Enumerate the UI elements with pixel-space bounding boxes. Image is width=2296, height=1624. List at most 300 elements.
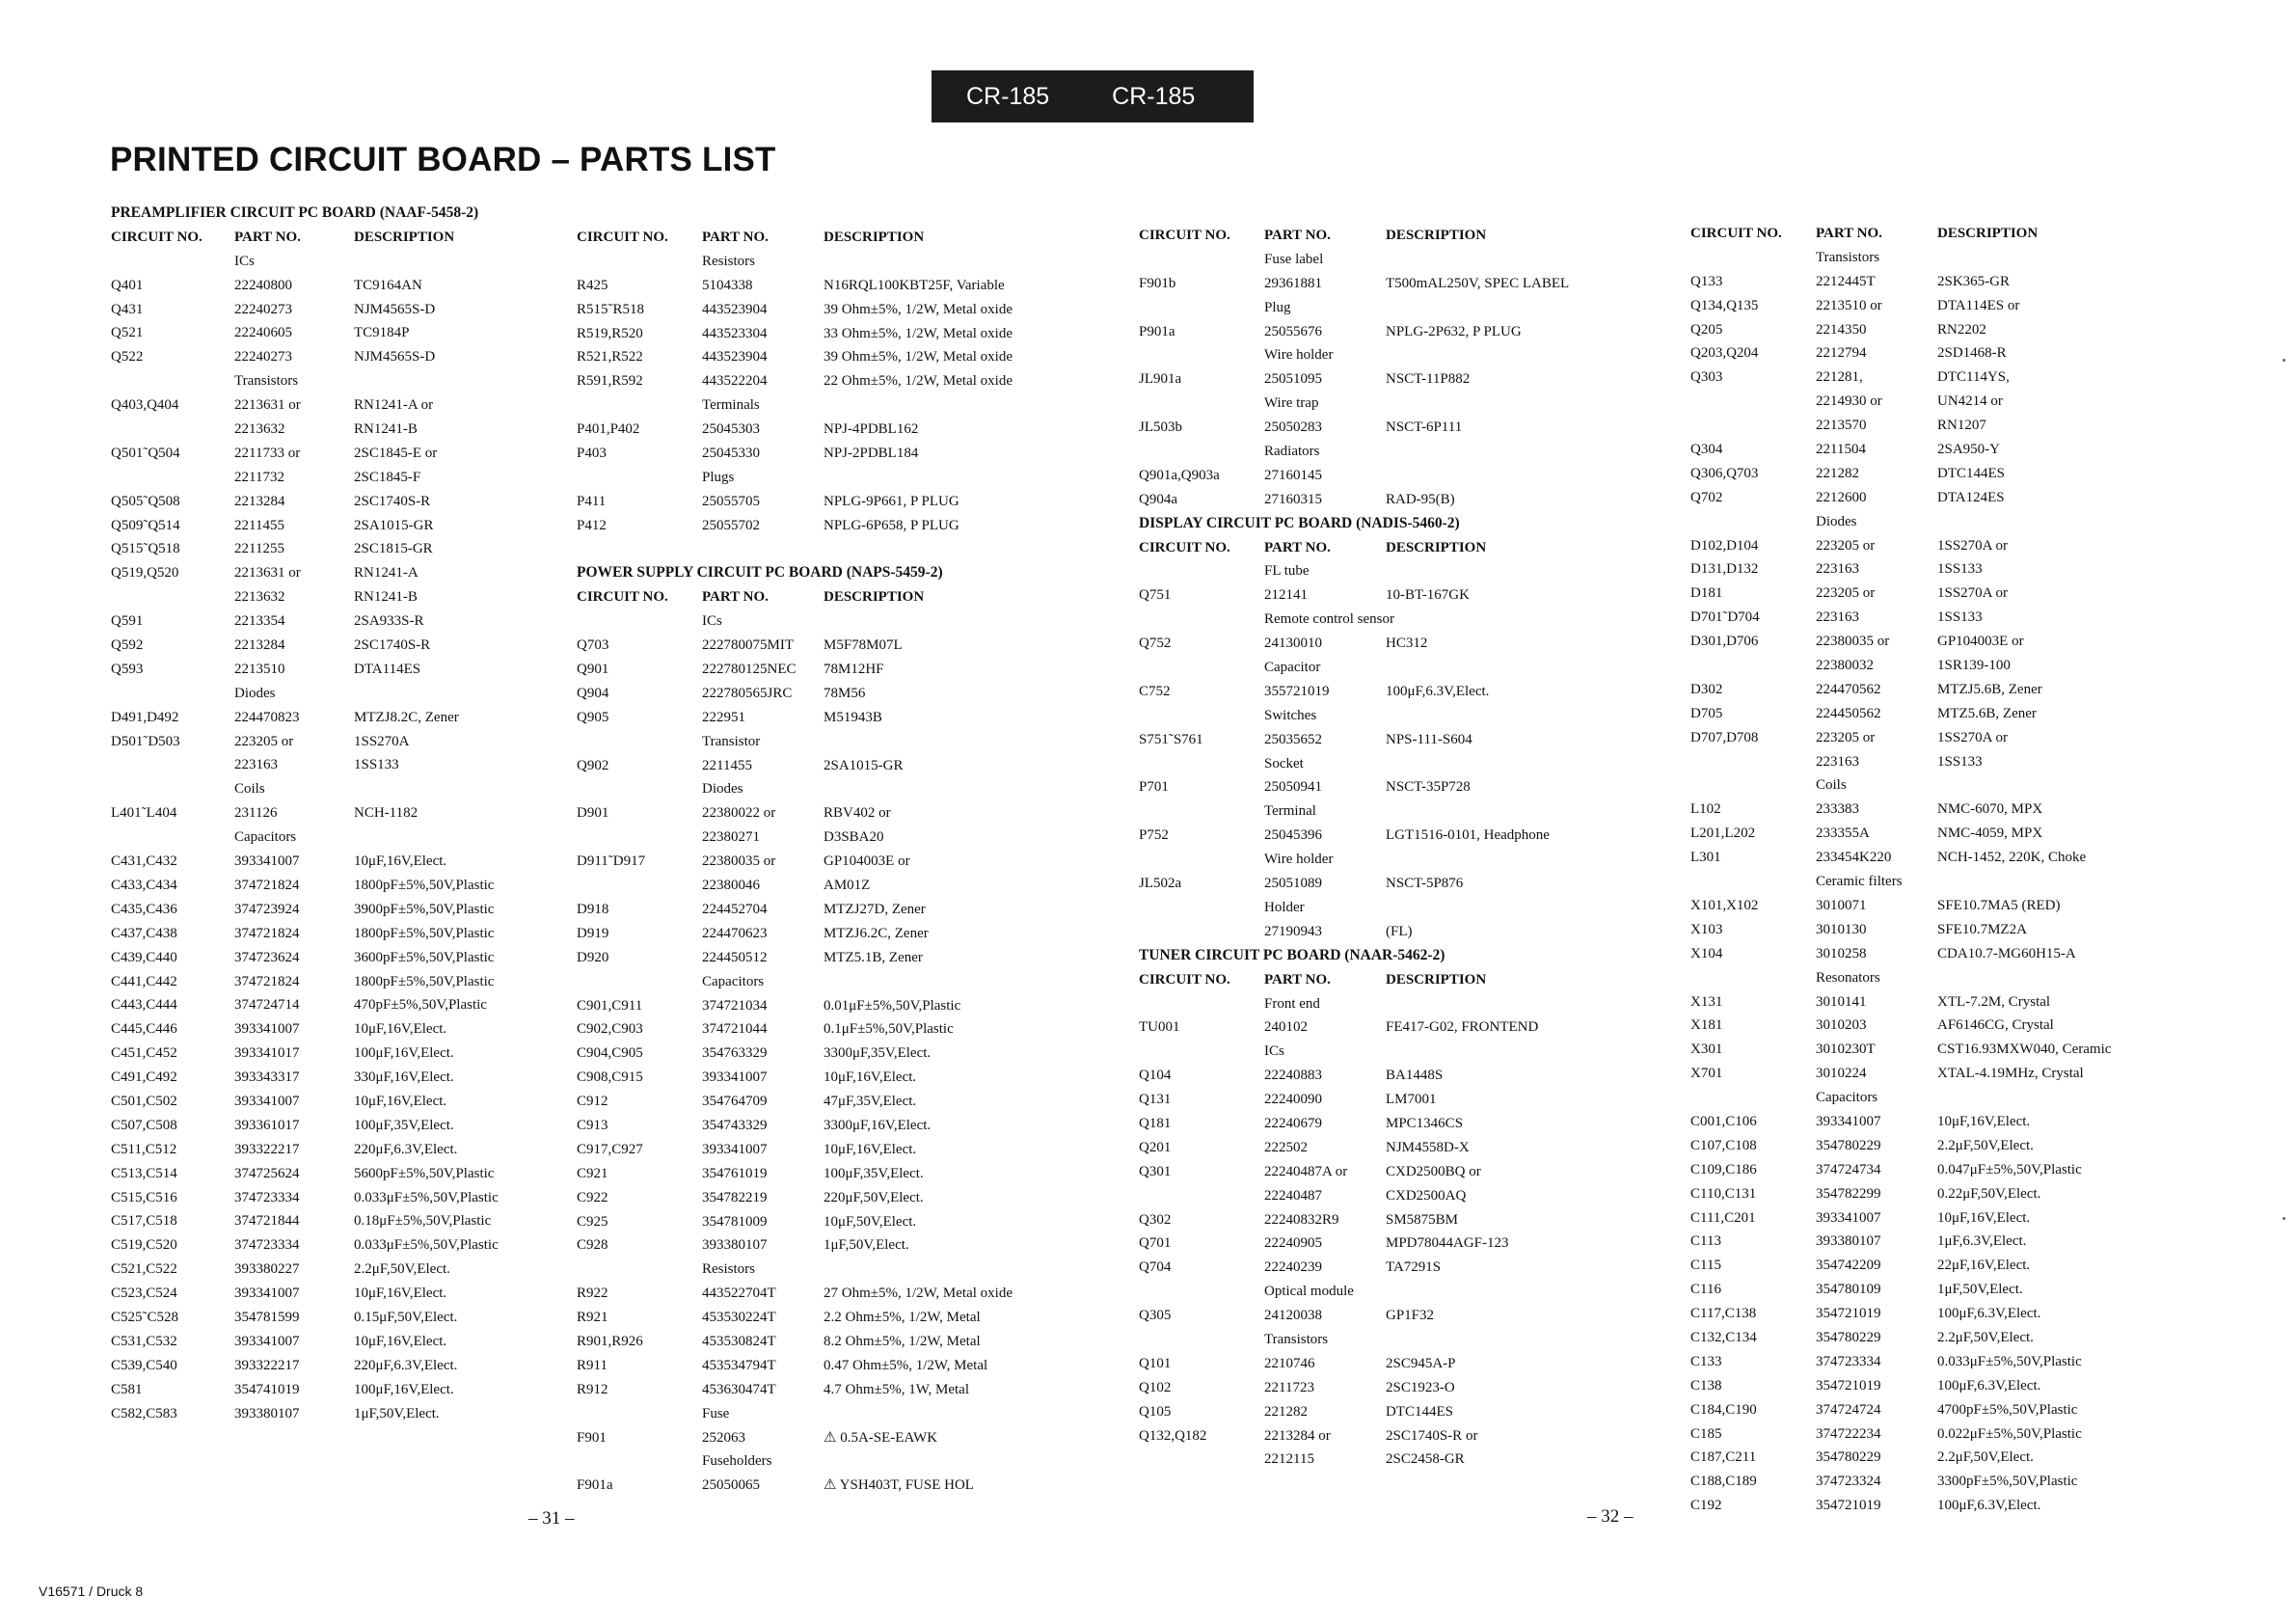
table-row bbox=[1690, 630, 2269, 654]
part-no: 2214350 bbox=[1816, 321, 1867, 338]
table-row bbox=[111, 1066, 564, 1090]
description: 4.7 Ohm±5%, 1W, Metal bbox=[824, 1381, 969, 1397]
circuit-no: D131,D132 bbox=[1690, 561, 1759, 578]
description: HC312 bbox=[1386, 636, 1428, 652]
part-no: 24130010 bbox=[1264, 636, 1322, 652]
part-no: 393341007 bbox=[1816, 1209, 1881, 1226]
circuit-no: D701˜D704 bbox=[1690, 609, 1760, 626]
circuit-no: Q101 bbox=[1139, 1355, 1172, 1371]
column-headers bbox=[1139, 968, 1679, 992]
part-no: Fuse label bbox=[1264, 251, 1324, 267]
description: 0.033μF±5%,50V,Plastic bbox=[1937, 1353, 2082, 1369]
circuit-no: JL503b bbox=[1139, 420, 1182, 436]
table-row bbox=[1690, 534, 2269, 558]
part-no: 2211255 bbox=[234, 541, 284, 557]
part-no: 223163 bbox=[1816, 753, 1859, 770]
part-no: 374721034 bbox=[702, 997, 768, 1014]
circuit-no: D707,D708 bbox=[1690, 729, 1759, 745]
table-row bbox=[111, 321, 564, 345]
table-row bbox=[1139, 1448, 1679, 1472]
table-row bbox=[111, 1209, 564, 1233]
circuit-no: C912 bbox=[577, 1094, 608, 1110]
table-row bbox=[111, 250, 564, 274]
circuit-no: Q201 bbox=[1139, 1139, 1172, 1155]
circuit-no: C925 bbox=[577, 1213, 608, 1230]
table-row bbox=[1690, 1422, 2269, 1447]
circuit-no: C187,C211 bbox=[1690, 1449, 1757, 1466]
part-no: 22240090 bbox=[1264, 1092, 1322, 1108]
circuit-no: R519,R520 bbox=[577, 325, 643, 341]
description: 10μF,50V,Elect. bbox=[824, 1213, 917, 1230]
part-no: 354761019 bbox=[702, 1165, 768, 1181]
part-no: 223163 bbox=[1816, 561, 1859, 578]
part-no: 2213354 bbox=[234, 613, 285, 630]
table-row bbox=[577, 826, 1117, 850]
description: 3300μF,35V,Elect. bbox=[824, 1045, 932, 1062]
table-row bbox=[111, 993, 564, 1017]
description: 2SA1015-GR bbox=[354, 517, 434, 533]
description: CXD2500BQ or bbox=[1386, 1163, 1481, 1179]
table-row bbox=[1139, 752, 1679, 776]
table-row bbox=[1139, 320, 1679, 344]
table-row bbox=[111, 490, 564, 514]
description: MTZ5.1B, Zener bbox=[824, 949, 923, 965]
description: CDA10.7-MG60H15-A bbox=[1937, 945, 2076, 961]
circuit-no: C115 bbox=[1690, 1258, 1721, 1274]
column-headers bbox=[577, 226, 1117, 250]
table-row bbox=[1690, 294, 2269, 318]
table-row bbox=[577, 1090, 1117, 1114]
part-no: 393341007 bbox=[702, 1141, 768, 1157]
table-row bbox=[1690, 1062, 2269, 1086]
circuit-no: C138 bbox=[1690, 1377, 1722, 1394]
part-no: 2212115 bbox=[1264, 1451, 1314, 1468]
table-row bbox=[577, 1378, 1117, 1402]
description: RN1241-B bbox=[354, 421, 418, 438]
part-no: 374723334 bbox=[234, 1189, 300, 1205]
circuit-no: Q306,Q703 bbox=[1690, 465, 1759, 481]
table-row bbox=[1690, 1014, 2269, 1038]
description: 10-BT-167GK bbox=[1386, 587, 1470, 604]
part-no: Resonators bbox=[1816, 969, 1880, 986]
description: NJM4565S-D bbox=[354, 349, 436, 365]
description: 470pF±5%,50V,Plastic bbox=[354, 997, 487, 1014]
part-no: 25050941 bbox=[1264, 779, 1322, 796]
description: 1μF,50V,Elect. bbox=[824, 1237, 909, 1254]
part-no: 25055702 bbox=[702, 517, 760, 533]
table-row bbox=[577, 658, 1117, 682]
part-no: 2213632 bbox=[234, 589, 285, 606]
circuit-no: Q593 bbox=[111, 661, 144, 677]
circuit-no: C188,C189 bbox=[1690, 1474, 1757, 1490]
description: D3SBA20 bbox=[824, 829, 884, 846]
circuit-no: Q901a,Q903a bbox=[1139, 467, 1220, 483]
column-headers bbox=[111, 226, 564, 250]
part-no: Optical module bbox=[1264, 1284, 1354, 1300]
part-no: Capacitor bbox=[1264, 660, 1321, 676]
table-row bbox=[1139, 1064, 1679, 1088]
description: 2SK365-GR bbox=[1937, 273, 2011, 289]
description: T500mAL250V, SPEC LABEL bbox=[1386, 275, 1570, 291]
table-row bbox=[111, 1114, 564, 1138]
description: N16RQL100KBT25F, Variable bbox=[824, 277, 1005, 293]
table-row bbox=[1690, 942, 2269, 966]
part-no: 374721844 bbox=[234, 1213, 300, 1230]
circuit-no: L401˜L404 bbox=[111, 805, 177, 822]
table-row bbox=[111, 1186, 564, 1210]
column-headers bbox=[1139, 224, 1679, 248]
description: SM5875BM bbox=[1386, 1211, 1459, 1228]
board-heading: PREAMPLIFIER CIRCUIT PC BOARD (NAAF-5458-2) bbox=[111, 204, 479, 221]
circuit-no: Q401 bbox=[111, 277, 144, 293]
part-no: Transistor bbox=[702, 733, 761, 749]
circuit-no: R911 bbox=[577, 1357, 608, 1373]
table-row bbox=[577, 1114, 1117, 1138]
part-no: 2212794 bbox=[1816, 345, 1867, 362]
table-row bbox=[1690, 341, 2269, 365]
table-row bbox=[111, 801, 564, 826]
part-no: 22240273 bbox=[234, 349, 292, 365]
circuit-no: Q305 bbox=[1139, 1308, 1172, 1324]
table-row bbox=[111, 1354, 564, 1378]
description: 10μF,16V,Elect. bbox=[354, 1021, 447, 1038]
circuit-no: R901,R926 bbox=[577, 1333, 643, 1349]
circuit-header: CIRCUIT NO. bbox=[577, 589, 668, 606]
circuit-no: R922 bbox=[577, 1286, 608, 1302]
circuit-no: P752 bbox=[1139, 827, 1169, 844]
circuit-no: C111,C201 bbox=[1690, 1209, 1756, 1226]
part-no: FL tube bbox=[1264, 563, 1310, 580]
part-no: 2213632 bbox=[234, 421, 285, 438]
part-no: 2211733 or bbox=[234, 445, 301, 461]
part-no: 3010258 bbox=[1816, 945, 1867, 961]
table-row bbox=[111, 634, 564, 658]
part-no: 22240832R9 bbox=[1264, 1211, 1339, 1228]
table-row bbox=[1690, 1038, 2269, 1062]
description: 2SC1740S-R bbox=[354, 493, 431, 509]
part-no: Capacitors bbox=[234, 829, 297, 846]
part-no: Terminals bbox=[702, 397, 760, 414]
description: RN2202 bbox=[1937, 321, 1986, 338]
table-row bbox=[1139, 1136, 1679, 1160]
part-no: 2213631 or bbox=[234, 397, 301, 414]
part-no: 354721019 bbox=[1816, 1377, 1881, 1394]
description: 0.1μF±5%,50V,Plastic bbox=[824, 1021, 954, 1038]
description: SFE10.7MA5 (RED) bbox=[1937, 897, 2061, 913]
description: DTA114ES or bbox=[1937, 297, 2020, 313]
part-no: 453530824T bbox=[702, 1333, 776, 1349]
description: MPD78044AGF-123 bbox=[1386, 1235, 1509, 1252]
circuit-no: C133 bbox=[1690, 1353, 1722, 1369]
table-row bbox=[577, 1066, 1117, 1090]
circuit-no: C501,C502 bbox=[111, 1093, 177, 1109]
part-no: 393341007 bbox=[234, 1021, 300, 1038]
table-row bbox=[577, 1186, 1117, 1210]
description: 2SC2458-GR bbox=[1386, 1451, 1465, 1468]
description: 2.2μF,50V,Elect. bbox=[1937, 1449, 2034, 1466]
table-row bbox=[1690, 246, 2269, 270]
part-no: Coils bbox=[234, 781, 265, 798]
part-no: 374721824 bbox=[234, 973, 300, 989]
part-no: 233355A bbox=[1816, 826, 1870, 842]
circuit-no: D918 bbox=[577, 901, 609, 917]
table-row bbox=[1139, 392, 1679, 416]
description: SFE10.7MZ2A bbox=[1937, 921, 2027, 937]
part-no: 3010230T bbox=[1816, 1042, 1876, 1058]
table-row bbox=[1690, 1086, 2269, 1110]
circuit-no: C922 bbox=[577, 1189, 608, 1205]
part-no: Remote control sensor bbox=[1264, 611, 1394, 628]
circuit-no: L201,L202 bbox=[1690, 826, 1756, 842]
table-row bbox=[1690, 318, 2269, 342]
table-row bbox=[1690, 606, 2269, 630]
part-no: 22380046 bbox=[702, 878, 760, 894]
circuit-no: L102 bbox=[1690, 801, 1721, 818]
circuit-no: C511,C512 bbox=[111, 1141, 177, 1157]
table-row bbox=[577, 777, 1117, 801]
table-row bbox=[111, 1162, 564, 1186]
board-heading: POWER SUPPLY CIRCUIT PC BOARD (NAPS-5459-2) bbox=[577, 564, 943, 582]
part-no: Capacitors bbox=[1816, 1090, 1878, 1106]
table-row bbox=[1690, 1110, 2269, 1134]
description: 2SA933S-R bbox=[354, 613, 424, 630]
part-no: 222780565JRC bbox=[702, 685, 793, 701]
description: 1SS270A or bbox=[1937, 537, 2008, 554]
circuit-no: Q703 bbox=[577, 637, 609, 654]
circuit-no: Q205 bbox=[1690, 321, 1723, 338]
description: DTC144ES bbox=[1386, 1403, 1454, 1420]
description: TC9184P bbox=[354, 325, 410, 341]
part-no: 221281, bbox=[1816, 369, 1863, 386]
table-row bbox=[577, 1233, 1117, 1258]
description: 0.18μF±5%,50V,Plastic bbox=[354, 1213, 492, 1230]
description: UN4214 or bbox=[1937, 393, 2003, 410]
circuit-no: D491,D492 bbox=[111, 709, 179, 725]
circuit-no: Q752 bbox=[1139, 636, 1172, 652]
part-no: Coils bbox=[1816, 777, 1847, 794]
table-row bbox=[1690, 414, 2269, 438]
table-row bbox=[1690, 894, 2269, 918]
part-no: 354742209 bbox=[1816, 1258, 1881, 1274]
circuit-no: C110,C131 bbox=[1690, 1185, 1757, 1202]
circuit-no: C582,C583 bbox=[111, 1405, 177, 1421]
table-row bbox=[111, 1402, 564, 1426]
description: 1SS133 bbox=[354, 757, 399, 773]
part-no: 374721824 bbox=[234, 925, 300, 941]
table-row bbox=[1690, 1182, 2269, 1206]
table-row bbox=[1139, 1015, 1679, 1040]
scan-mark bbox=[2282, 359, 2285, 362]
table-row bbox=[111, 585, 564, 609]
circuit-header: CIRCUIT NO. bbox=[111, 229, 203, 245]
circuit-no: Q515˜Q518 bbox=[111, 541, 180, 557]
table-row bbox=[111, 418, 564, 442]
circuit-no: Q403,Q404 bbox=[111, 397, 179, 414]
table-row bbox=[1690, 846, 2269, 870]
model-label-right: CR-185 bbox=[1112, 82, 1196, 110]
description: RN1241-A or bbox=[354, 397, 434, 414]
circuit-no: L301 bbox=[1690, 850, 1721, 866]
part-no: 2213510 bbox=[234, 661, 285, 677]
table-row bbox=[577, 1042, 1117, 1066]
part-no: Radiators bbox=[1264, 444, 1320, 460]
circuit-no: Q104 bbox=[1139, 1068, 1172, 1084]
table-row bbox=[577, 1330, 1117, 1354]
description: NMC-6070, MPX bbox=[1937, 801, 2043, 818]
part-no: 3010141 bbox=[1816, 993, 1867, 1010]
table-row bbox=[111, 753, 564, 777]
circuit-no: C443,C444 bbox=[111, 997, 177, 1014]
circuit-no: C451,C452 bbox=[111, 1045, 177, 1062]
table-row bbox=[1690, 1446, 2269, 1470]
circuit-no: F901a bbox=[577, 1477, 613, 1494]
table-row bbox=[1690, 1254, 2269, 1278]
description: TA7291S bbox=[1386, 1259, 1442, 1276]
circuit-no: Q905 bbox=[577, 709, 609, 725]
table-row bbox=[1690, 726, 2269, 750]
part-no: 5104338 bbox=[702, 277, 753, 293]
table-row bbox=[1139, 272, 1679, 296]
table-row bbox=[577, 1017, 1117, 1042]
part-no: Front end bbox=[1264, 995, 1320, 1012]
part-header: PART NO. bbox=[1264, 539, 1331, 555]
circuit-no: R515˜R518 bbox=[577, 301, 645, 317]
part-no: Ceramic filters bbox=[1816, 874, 1903, 890]
part-no: 354764709 bbox=[702, 1094, 768, 1110]
circuit-no: D901 bbox=[577, 805, 609, 822]
circuit-no: C531,C532 bbox=[111, 1333, 177, 1349]
part-no: 393343317 bbox=[234, 1069, 300, 1086]
circuit-no: C902,C903 bbox=[577, 1021, 643, 1038]
description: MTZJ27D, Zener bbox=[824, 901, 926, 917]
table-row bbox=[1139, 632, 1679, 656]
description: NSCT-35P728 bbox=[1386, 779, 1471, 796]
part-no: 393341007 bbox=[234, 853, 300, 870]
table-row bbox=[1690, 557, 2269, 582]
part-no: 25055705 bbox=[702, 493, 760, 509]
part-no: 3010224 bbox=[1816, 1066, 1867, 1082]
table-row bbox=[1690, 966, 2269, 990]
description: 33 Ohm±5%, 1/2W, Metal oxide bbox=[824, 325, 1013, 341]
circuit-no: C435,C436 bbox=[111, 901, 177, 917]
description: NCH-1452, 220K, Choke bbox=[1937, 850, 2087, 866]
part-no: 3010203 bbox=[1816, 1017, 1867, 1034]
table-row bbox=[1139, 416, 1679, 440]
footer-code: V16571 / Druck 8 bbox=[39, 1583, 144, 1599]
table-row bbox=[1139, 704, 1679, 728]
table-row bbox=[111, 706, 564, 730]
description: 2SC1815-GR bbox=[354, 541, 433, 557]
table-row bbox=[577, 970, 1117, 994]
description: 2.2μF,50V,Elect. bbox=[1937, 1329, 2034, 1345]
description: NSCT-6P111 bbox=[1386, 420, 1463, 436]
part-no: 374723924 bbox=[234, 901, 300, 917]
part-no: Switches bbox=[1264, 707, 1317, 723]
description: 2SC945A-P bbox=[1386, 1355, 1456, 1371]
part-no: 374721824 bbox=[234, 877, 300, 893]
circuit-no: X131 bbox=[1690, 993, 1723, 1010]
part-no: 27160315 bbox=[1264, 491, 1322, 507]
table-row bbox=[1139, 1376, 1679, 1400]
description: RN1241-A bbox=[354, 565, 419, 582]
table-row bbox=[1139, 248, 1679, 272]
circuit-no: D181 bbox=[1690, 585, 1723, 602]
part-no: 354741019 bbox=[234, 1381, 300, 1397]
circuit-no: X103 bbox=[1690, 921, 1723, 937]
part-no: 354743329 bbox=[702, 1117, 768, 1133]
circuit-no: Q105 bbox=[1139, 1403, 1172, 1420]
part-no: Transistors bbox=[1816, 249, 1880, 265]
part-no: 354721019 bbox=[1816, 1498, 1881, 1514]
circuit-no: X701 bbox=[1690, 1066, 1723, 1082]
table-row bbox=[577, 898, 1117, 922]
table-row bbox=[577, 1306, 1117, 1330]
part-no: 22380035 or bbox=[702, 853, 776, 870]
part-no: 240102 bbox=[1264, 1019, 1308, 1036]
description: 10μF,16V,Elect. bbox=[824, 1069, 917, 1086]
description: ⚠ 0.5A-SE-EAWK bbox=[824, 1429, 938, 1446]
circuit-no: R912 bbox=[577, 1381, 608, 1397]
circuit-no: Q501˜Q504 bbox=[111, 445, 180, 461]
description: 3900pF±5%,50V,Plastic bbox=[354, 901, 495, 917]
description: NCH-1182 bbox=[354, 805, 419, 822]
part-no: 393380107 bbox=[234, 1405, 300, 1421]
circuit-no: C507,C508 bbox=[111, 1117, 177, 1133]
description: 100μF,35V,Elect. bbox=[354, 1117, 454, 1133]
circuit-no: Q901 bbox=[577, 662, 609, 678]
part-no: 354780229 bbox=[1816, 1137, 1881, 1153]
description: GP104003E or bbox=[824, 853, 910, 870]
circuit-no: C491,C492 bbox=[111, 1069, 177, 1086]
description: 0.033μF±5%,50V,Plastic bbox=[354, 1237, 499, 1254]
circuit-no: C517,C518 bbox=[111, 1213, 177, 1230]
circuit-no: C928 bbox=[577, 1237, 608, 1254]
part-no: 393380107 bbox=[702, 1237, 768, 1254]
circuit-no: P412 bbox=[577, 517, 607, 533]
description: DTC144ES bbox=[1937, 465, 2006, 481]
table-row bbox=[1690, 1374, 2269, 1398]
description: DTA124ES bbox=[1937, 489, 2005, 505]
part-no: 393380107 bbox=[1816, 1233, 1881, 1250]
part-no: 2213570 bbox=[1816, 418, 1867, 434]
description: 10μF,16V,Elect. bbox=[824, 1141, 917, 1157]
part-no: 443523904 bbox=[702, 349, 768, 365]
description: NSCT-5P876 bbox=[1386, 876, 1464, 892]
table-row bbox=[1139, 1424, 1679, 1448]
part-no: Resistors bbox=[702, 1261, 756, 1278]
scan-mark bbox=[2282, 1217, 2285, 1220]
circuit-no: C513,C514 bbox=[111, 1165, 177, 1181]
description: 78M56 bbox=[824, 685, 866, 701]
part-no: 22240883 bbox=[1264, 1068, 1322, 1084]
part-no: ICs bbox=[234, 253, 255, 269]
description: NPLG-2P632, P PLUG bbox=[1386, 323, 1522, 339]
part-no: 374721044 bbox=[702, 1021, 768, 1038]
circuit-no: C437,C438 bbox=[111, 925, 177, 941]
description: 10μF,16V,Elect. bbox=[1937, 1113, 2031, 1129]
description: GP1F32 bbox=[1386, 1308, 1435, 1324]
description: 3300μF,16V,Elect. bbox=[824, 1117, 932, 1133]
description: 1μF,50V,Elect. bbox=[354, 1405, 440, 1421]
table-row bbox=[577, 418, 1117, 442]
part-no: 25051089 bbox=[1264, 876, 1322, 892]
description: NPLG-6P658, P PLUG bbox=[824, 517, 959, 533]
circuit-header: CIRCUIT NO. bbox=[1139, 539, 1230, 555]
circuit-no: P411 bbox=[577, 493, 607, 509]
part-no: 443523304 bbox=[702, 325, 768, 341]
part-no: 354780229 bbox=[1816, 1449, 1881, 1466]
description: 22 Ohm±5%, 1/2W, Metal oxide bbox=[824, 373, 1013, 390]
